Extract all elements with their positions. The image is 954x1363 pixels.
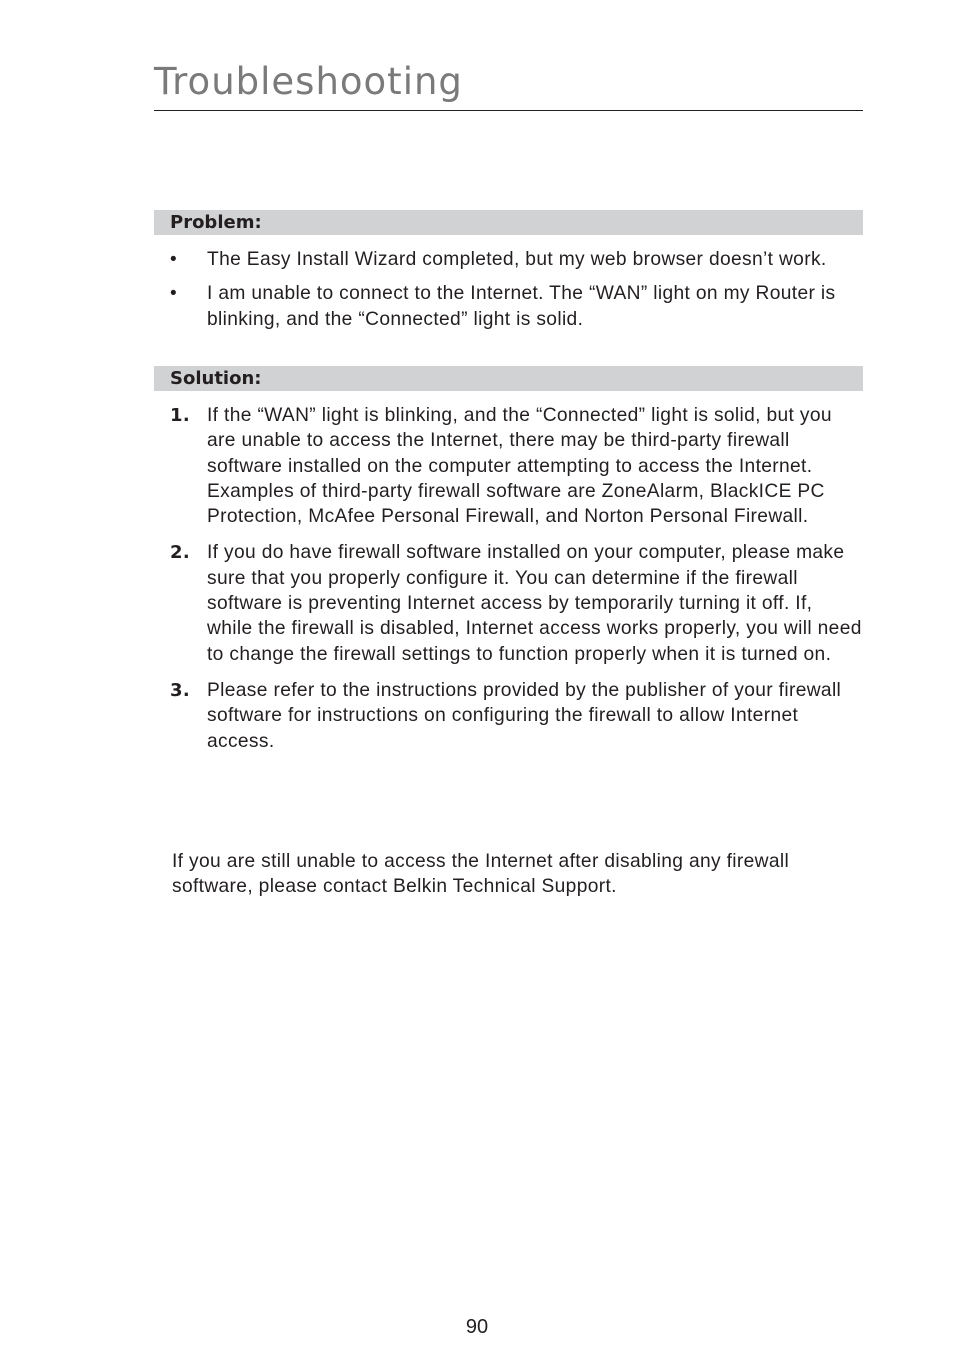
step-number: 1. bbox=[170, 405, 191, 426]
solution-step-text: Please refer to the instructions provided by the publisher of your firewall software for instructions on configuring the firewall to allow Internet access. bbox=[207, 679, 842, 752]
closing-note: If you are still unable to access the Internet after disabling any firewall software, please contact Belkin Technical Support. bbox=[172, 851, 790, 898]
solution-step-text: If you do have firewall software installed on your computer, please make sure that you properly configure it. You can determine if the firewall software is preventing Internet access by temporarily turning it off. If, while the firewall is disabled, Internet access works properly, you will need to change the firewall settings to function properly when it is turned on. bbox=[207, 542, 862, 665]
solution-step-text: If the “WAN” light is blinking, and the “Connected” light is solid, but you are unable to access the Internet, there may be third-party firewall software installed on the computer attempting to access the Internet. Examples of third-party firewall software are ZoneAlarm, BlackICE PC Protection, McAfee Personal Firewall, and Norton Personal Firewall. bbox=[207, 405, 832, 528]
problem-item-text: I am unable to connect to the Internet. The “WAN” light on my Router is blinking, and the “Connected” light is solid. bbox=[207, 283, 836, 330]
step-number: 3. bbox=[170, 679, 191, 701]
problem-item bbox=[154, 281, 863, 332]
solution-step bbox=[154, 678, 863, 754]
problem-heading: Problem: bbox=[154, 210, 863, 235]
title-divider bbox=[154, 110, 863, 111]
bullet-icon: • bbox=[170, 283, 178, 305]
solution-step bbox=[154, 403, 863, 529]
solution-step bbox=[154, 540, 863, 666]
problem-item-text: The Easy Install Wizard completed, but my web browser doesn’t work. bbox=[207, 249, 827, 270]
problem-item bbox=[154, 247, 863, 272]
problem-list bbox=[154, 247, 863, 341]
solution-heading: Solution: bbox=[154, 366, 863, 391]
bullet-icon: • bbox=[170, 249, 178, 270]
page-title: Troubleshooting bbox=[154, 60, 463, 103]
page-number: 90 bbox=[465, 1316, 489, 1338]
step-number: 2. bbox=[170, 542, 191, 564]
solution-list bbox=[154, 403, 863, 765]
